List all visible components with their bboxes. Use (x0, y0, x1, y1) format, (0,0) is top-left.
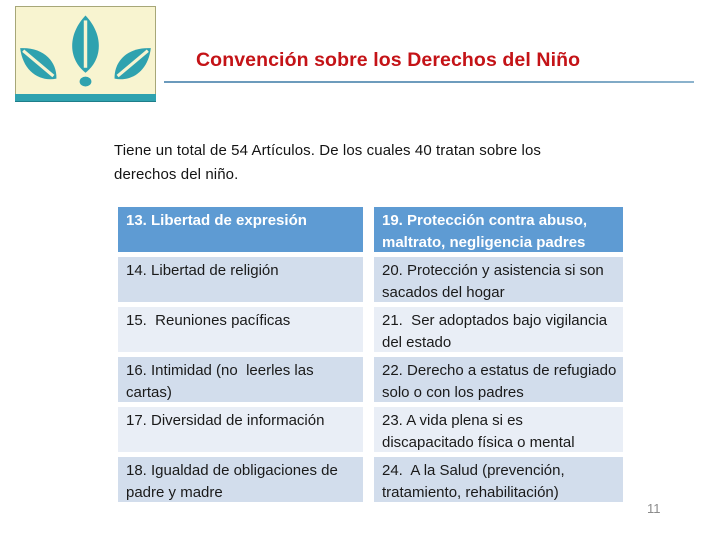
table-cell-right: 22. Derecho a estatus de refugiado solo o con los padres (374, 357, 623, 402)
leaf-logo-icon (16, 7, 155, 95)
organization-logo (15, 6, 156, 96)
intro-paragraph: Tiene un total de 54 Artículos. De los cuales 40 tratan sobre los derechos del niño. (114, 142, 542, 183)
logo-bottom-strip (15, 94, 156, 102)
table-cell-right: 23. A vida plena si es discapacitado física o mental (374, 407, 623, 452)
seed-dot (80, 77, 92, 87)
table-header-cell-left: 13. Libertad de expresión (118, 207, 363, 252)
table-cell-left: 14. Libertad de religión (118, 257, 363, 302)
articles-table (118, 207, 623, 502)
table-cell-left: 17. Diversidad de información (118, 407, 363, 452)
table-cell-left: 16. Intimidad (no leerles las cartas) (118, 357, 363, 402)
page-title: Convención sobre los Derechos del Niño (196, 49, 581, 71)
page-number: 11 (647, 501, 661, 516)
table-cell-right: 24. A la Salud (prevención, tratamiento, rehabilitación) (374, 457, 623, 502)
table-cell-left: 18. Igualdad de obligaciones de padre y madre (118, 457, 363, 502)
table-cell-left: 15. Reuniones pacíficas (118, 307, 363, 352)
title-underline (164, 81, 694, 83)
table-cell-right: 21. Ser adoptados bajo vigilancia del estado (374, 307, 623, 352)
table-header-cell-right: 19. Protección contra abuso, maltrato, negligencia padres (374, 207, 623, 252)
table-cell-right: 20. Protección y asistencia si son sacados del hogar (374, 257, 623, 302)
